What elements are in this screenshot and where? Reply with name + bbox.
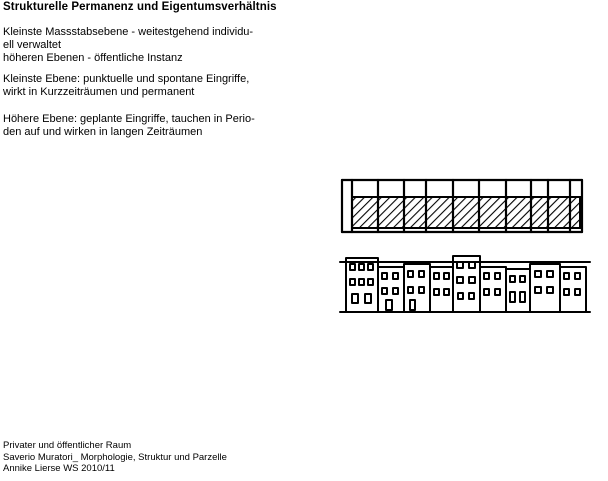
text-line: wirkt in Kurzzeiträumen und permanent <box>3 86 195 98</box>
paragraph-higher-level <box>3 113 258 139</box>
text-line: Höhere Ebene: geplante Eingriffe, tauchen in Perio- <box>3 113 255 125</box>
footer-line: Annike Lierse WS 2010/11 <box>3 463 115 474</box>
footer-line: Saverio Muratori_ Morphologie, Struktur und Parzelle <box>3 451 227 463</box>
footer-credits <box>3 440 227 475</box>
upper-block <box>342 180 582 232</box>
page-title: Strukturelle Permanenz und Eigentumsverhältnis <box>3 1 277 13</box>
paragraph-ownership <box>3 26 258 65</box>
building-sketch <box>338 172 594 320</box>
text-line: Kleinste Ebene: punktuelle und spontane Eingriffe, <box>3 73 250 85</box>
text-line: den auf und wirken in langen Zeiträumen <box>3 126 203 138</box>
footer-line: Privater und öffentlicher Raum <box>3 440 132 451</box>
paragraph-smallest-level <box>3 73 258 99</box>
facade-row <box>340 256 590 312</box>
text-line: ell verwaltet <box>3 39 62 51</box>
text-line: Kleinste Massstabsebene - weitestgehend individu- <box>3 26 254 38</box>
text-line: höheren Ebenen - öffentliche Instanz <box>3 52 183 64</box>
